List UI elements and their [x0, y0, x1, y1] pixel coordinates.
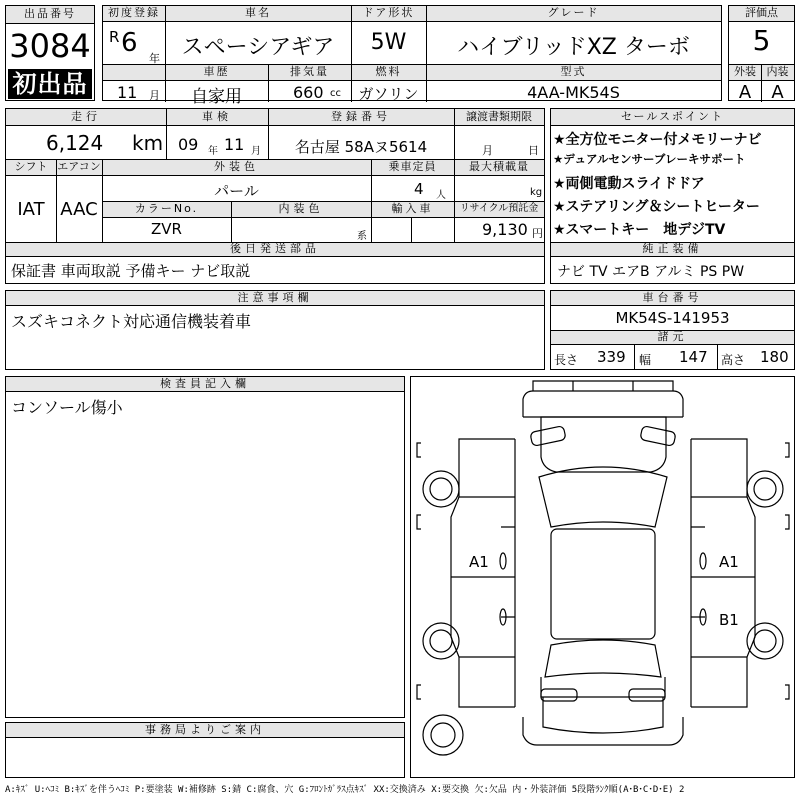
exterior-label: 外装: [734, 65, 756, 78]
chassis-value: MK54S-141953: [615, 309, 730, 327]
inspector-value: コンソール傷小: [11, 398, 123, 417]
ac-value: AAC: [60, 199, 98, 220]
shift-value: IAT: [17, 199, 45, 220]
transfer-label: 譲渡書類期限: [466, 110, 532, 123]
inspection-month-unit: 月: [251, 146, 261, 157]
ac-label: エアコン: [57, 160, 101, 173]
model-code-value: 4AA-MK54S: [527, 83, 620, 102]
color-no-label: カラーNo.: [134, 202, 199, 215]
history-value: 自家用: [191, 87, 242, 107]
displacement-label: 排気量: [290, 65, 329, 78]
equipment-value: ナビ TV エアB アルミ PS PW: [557, 264, 745, 280]
later-parts-label: 後日発送部品: [230, 242, 320, 255]
grade-label: グレード: [547, 6, 600, 19]
damage-mark-right-front: A1: [719, 553, 739, 571]
recycle-unit: 円: [532, 227, 543, 240]
chassis-box: [550, 290, 795, 370]
first-reg-month: 11: [117, 83, 138, 102]
legend: A:ｷｽﾞ U:ﾍｺﾐ B:ｷｽﾞを伴うﾍｺﾐ P:要塗装 W:補修跡 S:錆 C:腐食、穴 G:ﾌﾛﾝﾄｶﾞﾗｽ点ｷｽﾞ XX:交換済み X:要交換 欠:欠品 内・外装評価 5段階ﾗﾝｸ順(A･B･C･D･E) 2: [5, 785, 685, 795]
interior-value: A: [771, 82, 784, 103]
first-listing-badge: 初出品: [8, 69, 92, 99]
model-name: スペーシアギア: [181, 35, 335, 60]
sales-points-label: セールスポイント: [620, 110, 724, 123]
shift-label: シフト: [14, 160, 48, 173]
auction-no-label: 出品番号: [24, 7, 76, 20]
plate-value: 名古屋 58Aヌ5614: [294, 138, 428, 156]
sales-point-item: ★スマートキー 地デジTV: [553, 222, 726, 238]
sales-point-item: ★全方位モニター付メモリーナビ: [553, 132, 762, 148]
import-label: 輸入車: [391, 202, 434, 215]
interior-label: 内装: [766, 65, 789, 78]
model-name-label: 車名: [245, 6, 271, 19]
capacity-unit: 人: [436, 190, 446, 201]
notes-value: スズキコネクト対応通信機装着車: [11, 312, 252, 331]
later-parts-value: 保証書 車両取説 予備キー ナビ取説: [11, 262, 251, 280]
inspector-box: [5, 376, 405, 718]
month-unit: 月: [149, 89, 160, 102]
damage-mark-left-front: A1: [469, 553, 489, 571]
ext-color-label: 外装色: [214, 160, 259, 173]
score-box: [728, 5, 795, 101]
first-reg-label: 初度登録: [108, 6, 160, 19]
capacity-value: 4: [414, 180, 424, 198]
score-label: 評価点: [745, 6, 778, 19]
equipment-label: 純正装備: [642, 242, 703, 255]
height-value: 180: [760, 348, 789, 366]
sales-point-item: ★ステアリング＆シートヒーター: [553, 199, 760, 215]
plate-label: 登録番号: [331, 110, 391, 123]
damage-diagram-box: [410, 376, 795, 778]
chassis-label: 車台番号: [642, 291, 703, 304]
car-diagram: [411, 377, 794, 777]
length-label: 長さ: [554, 353, 579, 367]
auction-no: 3084: [9, 27, 91, 65]
year-unit: 年: [149, 52, 160, 65]
recycle-label: リサイクル預託金: [459, 203, 539, 214]
max-load-label: 最大積載量: [469, 160, 529, 173]
model-code-label: 型式: [560, 65, 587, 78]
inspection-month: 11: [224, 135, 245, 154]
notes-box: [5, 290, 545, 370]
damage-mark-right-rear: B1: [719, 611, 739, 629]
inspection-label: 車検: [202, 110, 232, 123]
mileage-value: 6,124: [46, 131, 104, 155]
sales-point-item: ★両側電動スライドドア: [553, 176, 705, 192]
vehicle-info-grid: [102, 5, 722, 107]
length-value: 339: [597, 348, 626, 366]
int-color-unit: 系: [357, 231, 367, 242]
sales-point-item: ★デュアルセンサーブレーキサポート: [553, 152, 746, 166]
first-reg-year: 6: [121, 28, 138, 58]
sales-points-box: [550, 108, 795, 284]
exterior-value: A: [738, 82, 752, 103]
transfer-day-unit: 日: [528, 144, 539, 157]
inspector-label: 検査員記入欄: [160, 377, 250, 390]
color-no-value: ZVR: [151, 220, 182, 238]
history-label: 車歴: [203, 65, 230, 78]
displacement-value: 660: [293, 83, 324, 102]
recycle-value: 9,130: [482, 220, 528, 239]
width-value: 147: [679, 348, 708, 366]
spec-label: 諸元: [657, 330, 688, 343]
fuel-value: ガソリン: [358, 85, 419, 103]
ext-color-value: パール: [214, 182, 259, 200]
int-color-label: 内装色: [278, 202, 324, 215]
door-label: ドア形状: [362, 6, 415, 19]
office-box: [5, 722, 405, 778]
fuel-label: 燃料: [375, 65, 402, 78]
mileage-label: 走行: [71, 110, 101, 123]
door-value: 5W: [370, 30, 407, 55]
inspection-year-unit: 年: [208, 146, 218, 157]
mileage-unit: km: [132, 131, 164, 155]
office-label: 事務局よりご案内: [145, 723, 265, 736]
inspection-year: 09: [178, 135, 199, 154]
max-load-unit: kg: [530, 187, 543, 198]
width-label: 幅: [639, 353, 652, 367]
notes-label: 注意事項欄: [237, 291, 313, 304]
height-label: 高さ: [721, 353, 746, 367]
score-value: 5: [752, 24, 771, 57]
capacity-label: 乗車定員: [388, 160, 437, 173]
displacement-unit: cc: [330, 88, 341, 99]
transfer-month-unit: 月: [482, 144, 493, 157]
grade-value: ハイブリッドXZ ターボ: [457, 35, 690, 60]
mid-grid: [5, 108, 545, 284]
era-letter: R: [109, 28, 120, 46]
auction-no-box: [5, 5, 95, 101]
